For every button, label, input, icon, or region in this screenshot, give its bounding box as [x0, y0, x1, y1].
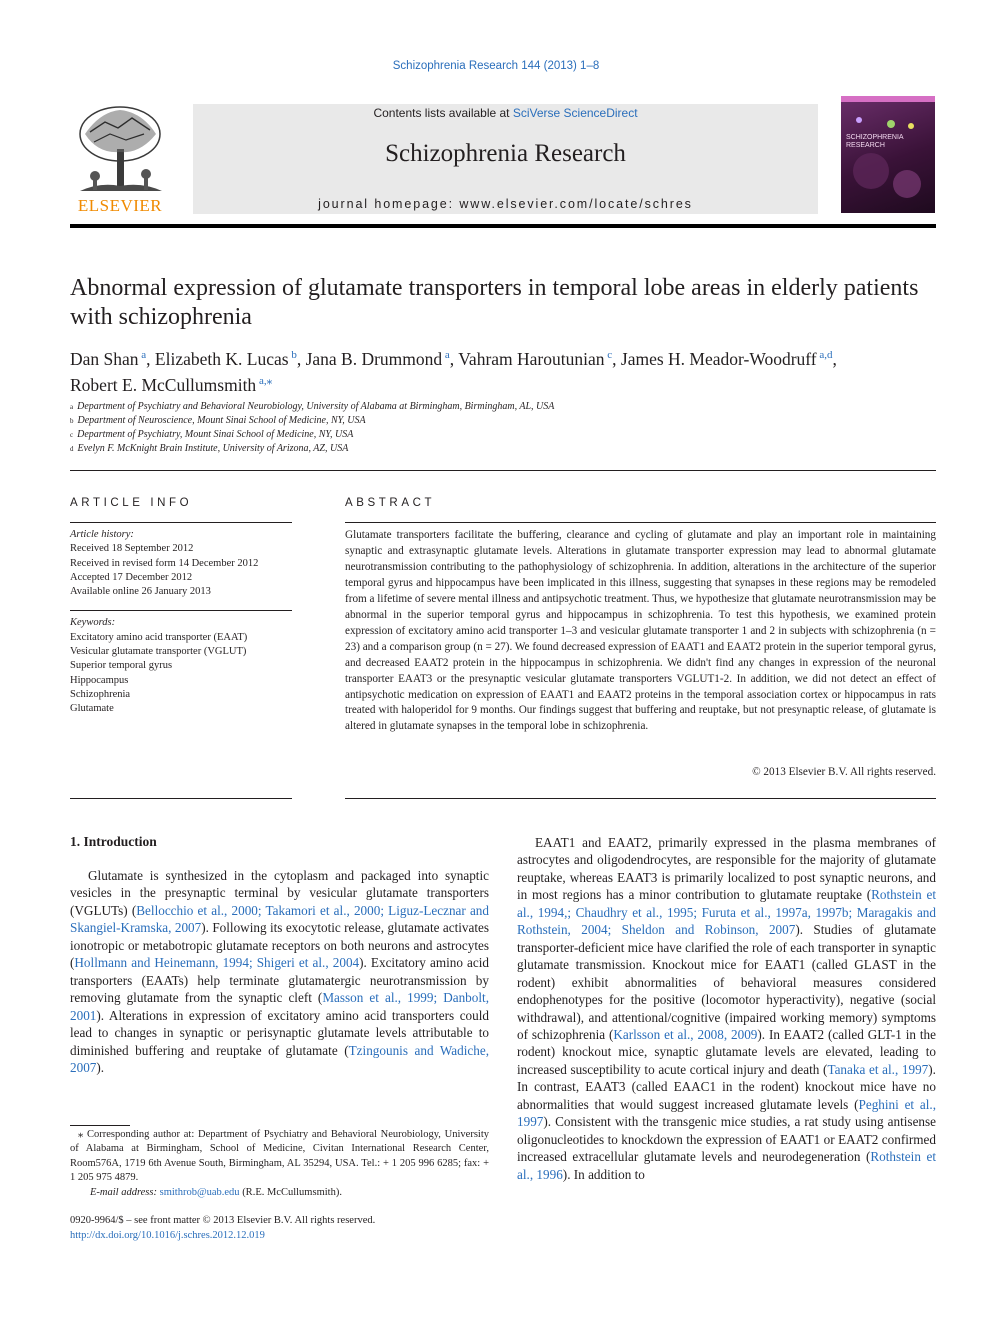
author-affiliation-marker[interactable]: a	[442, 349, 450, 361]
article-info	[70, 528, 292, 717]
intro-right-column	[517, 834, 936, 1183]
author-name: Jana B. Drummond	[305, 348, 443, 369]
corresponding-author-text: ⁎ Corresponding author at: Department of Psychiatry and Behavioral Neurobiology, University of Alabama at Birmingham, School of Medicine, Civitan International Research Center, Room576A, 1719 6th Avenue South, Birmingham, AL 35294, USA. Tel.: + 1 205 996 6285; fax: + 1 205 975 4879.	[70, 1129, 489, 1184]
author-separator: ,	[296, 348, 306, 369]
affiliation	[70, 400, 936, 414]
citation-link[interactable]: Masson et al., 1999; Danbolt, 2001	[70, 990, 489, 1023]
intro-left-column	[70, 867, 489, 1076]
email-link[interactable]: smithrob@uab.edu	[159, 1186, 240, 1198]
keyword: Glutamate	[70, 703, 114, 715]
keyword: Hippocampus	[70, 674, 129, 686]
author-name: Dan Shan	[70, 348, 139, 369]
contents-prefix: Contents lists available at	[373, 106, 513, 120]
doi-link[interactable]: http://dx.doi.org/10.1016/j.schres.2012.12.019	[70, 1229, 265, 1241]
affiliation-marker: c	[70, 431, 74, 439]
affiliation-text: Department of Neuroscience, Mount Sinai School of Medicine, NY, USA	[77, 415, 366, 426]
header-rule	[70, 224, 936, 228]
history-item: Received 18 September 2012	[70, 543, 194, 555]
contents-line	[193, 106, 818, 120]
text-run: ). Studies of glutamate transporter-deficient mice have clarified the role of each transporter in synaptic glutamate transmission. Knockout mice for EAAT1 (called GLAST in the rodent) exhibit abnormalities of behavioral measures considered endophenotypes for the positive (locomotor hyperactivity), negative (social withdrawal), and attentional/cognitive (impaired working memory) symptoms of schizophrenia (	[517, 922, 936, 1042]
journal-cover-image	[841, 96, 935, 213]
text-run: ). Excitatory amino acid transporters (EAATs) help terminate glutamatergic neurotransmission by removing glutamate from the synaptic cleft (	[70, 955, 489, 1006]
article-title: Abnormal expression of glutamate transporters in temporal lobe areas in elderly patients with schizophrenia	[70, 275, 919, 330]
cover-title: SCHIZOPHRENIA RESEARCH	[846, 134, 904, 149]
affiliation-marker: d	[70, 445, 74, 453]
issn-line: 0920-9964/$ – see front matter © 2013 Elsevier B.V. All rights reserved.	[70, 1215, 376, 1226]
text-run: ). In addition to	[562, 1166, 645, 1182]
email-label: E-mail address:	[90, 1186, 160, 1198]
affiliation-text: Evelyn F. McKnight Brain Institute, University of Arizona, AZ, USA	[77, 443, 349, 454]
divider	[70, 470, 936, 471]
citation-link[interactable]: Hollmann and Heinemann, 1994; Shigeri et al., 2004	[74, 955, 360, 971]
paragraph	[517, 834, 936, 1183]
author-affiliation-marker[interactable]: a,⁎	[256, 374, 273, 387]
affiliation-marker: b	[70, 417, 74, 425]
citation-link[interactable]: Tanaka et al., 1997	[827, 1061, 929, 1077]
author-name: Elizabeth K. Lucas	[154, 348, 289, 369]
affiliation-text: Department of Psychiatry and Behavioral Neurobiology, University of Alabama at Birmingham, Birmingham, AL, USA	[77, 401, 555, 412]
affiliation	[70, 442, 936, 456]
paragraph	[70, 867, 489, 1076]
text-run: ). In EAAT2 (called GLT-1 in the rodent) knockout mice, synaptic glutamate levels are elevated, leading to increased susceptibility to acute cortical injury and death (	[517, 1026, 936, 1077]
affiliation-marker: a	[70, 403, 74, 411]
divider	[70, 522, 292, 523]
copyright: © 2013 Elsevier B.V. All rights reserved.	[752, 766, 936, 778]
author-name: Vahram Haroutunian	[458, 348, 605, 369]
footnote-rule	[70, 1125, 130, 1126]
history-item: Received in revised form 14 December 2012	[70, 557, 259, 569]
history-item: Accepted 17 December 2012	[70, 571, 193, 583]
journal-reference-link[interactable]: Schizophrenia Research 144 (2013) 1–8	[392, 60, 600, 72]
author-separator: ,	[832, 348, 837, 369]
divider	[70, 610, 292, 611]
text-run: ). Alterations in expression of excitatory amino acid transporters could lead to changes in synaptic or perisynaptic glutamate levels attributable to diminished buffering and reuptake of glutamate (	[70, 1007, 489, 1058]
divider	[345, 522, 936, 523]
affiliations	[70, 400, 936, 456]
author-affiliation-marker[interactable]: c	[604, 349, 613, 361]
corresponding-author-footnote	[70, 1128, 489, 1200]
keyword: Excitatory amino acid transporter (EAAT)	[70, 631, 248, 643]
author-separator: ,	[146, 348, 155, 369]
journal-homepage[interactable]: journal homepage: www.elsevier.com/locate/schres	[318, 197, 693, 211]
text-run: EAAT1 and EAAT2, primarily expressed in the plasma membranes of astrocytes and oligodendrocytes, are responsible for the majority of glutamate reuptake, whereas EAAT3 is primarily localized to post synaptic neurons, and in most regions has a minor contribution to glutamate reuptake (	[517, 835, 936, 903]
history-item: Available online 26 January 2013	[70, 586, 211, 598]
citation-link[interactable]: Rothstein et al., 1996	[517, 1149, 936, 1182]
keyword: Vesicular glutamate transporter (VGLUT)	[70, 646, 247, 658]
history-label: Article history:	[70, 529, 134, 540]
author-separator: ,	[449, 348, 459, 369]
text-run: ). Following its exocytotic release, glutamate activates ionotropic or metabotropic glutamate receptors on both neurons and astrocytes (	[70, 920, 489, 971]
text-run: ). Consistent with the transgenic mice studies, a rat study using antisense oligonucleotides to knockdown the expression of EAAT1 or EAAT2 confirmed increased extracellular glutamate levels and neurodegeneration (	[517, 1114, 936, 1165]
divider	[345, 798, 936, 799]
affiliation	[70, 414, 936, 428]
author-name: Robert E. McCullumsmith	[70, 374, 257, 395]
citation-link[interactable]: Tzingounis and Wadiche, 2007	[70, 1042, 489, 1075]
author-affiliation-marker[interactable]: b	[288, 349, 297, 361]
divider	[70, 798, 292, 799]
text-run: ).	[96, 1059, 105, 1075]
front-matter-meta	[70, 1214, 489, 1243]
sciencedirect-link[interactable]: SciVerse ScienceDirect	[512, 106, 638, 120]
keywords-list	[70, 631, 292, 717]
author-affiliation-marker[interactable]: a,d	[816, 349, 833, 361]
citation-link[interactable]: Karlsson et al., 2008, 2009	[613, 1026, 758, 1042]
text-run: Glutamate is synthesized in the cytoplasm and packaged into synaptic vesicles in the presynaptic terminal by vesicular glutamate transporters (VGLUTs) (	[70, 868, 489, 918]
email-suffix: (R.E. McCullumsmith).	[239, 1186, 342, 1198]
publisher-name: ELSEVIER	[77, 196, 163, 215]
keyword: Schizophrenia	[70, 688, 131, 700]
author-affiliation-marker[interactable]: a	[138, 349, 147, 361]
section-heading-introduction: 1. Introduction	[70, 834, 157, 849]
author-name: James H. Meador-Woodruff	[620, 348, 817, 369]
article-info-heading: ARTICLE INFO	[70, 497, 193, 509]
keyword: Superior temporal gyrus	[70, 660, 173, 672]
citation-link[interactable]: Bellocchio et al., 2000; Takamori et al., 2000; Liguz-Lecznar and Skangiel-Kramska, 2007	[70, 902, 489, 936]
citation-link[interactable]: Peghini et al., 1997	[517, 1096, 936, 1130]
abstract-heading: ABSTRACT	[345, 497, 436, 509]
keywords-label: Keywords:	[70, 617, 116, 629]
abstract-text: Glutamate transporters facilitate the buffering, clearance and cycling of glutamate and play an important role in maintaining synaptic and extrasynaptic glutamate levels. Alterations in glutamate transporter expression may lead to abnormal glutamate neurotransmission contributing to the pathophysiology of schizophrenia. In addition, alterations in the architecture of the superior temporal gyrus and hippocampus have been implicated in this illness, suggesting that synapses in these regions may be remodeled from a lifetime of severe mental illness and antipsychotic treatment. Thus, we hypothesize that glutamate neurotransmission may be abnormal in the superior temporal gyrus and hippocampus in schizophrenia. To test this hypothesis, we examined protein expression of excitatory amino acid transporter 1–3 and vesicular glutamate transporter 1 and 2 in subjects with schizophrenia (n = 23) and a comparison group (n = 27). We found decreased expression of EAAT1 and EAAT2 protein in the superior temporal gyrus, and decreased EAAT2 protein in the hippocampus in schizophrenia. We didn't find any changes in expression of the neuronal transporter EAAT3 or the presynaptic vesicular glutamate transporters VGLUT1-2. In addition, we did not detect an effect of antipsychotic medication on expression of EAAT1 and EAAT2 proteins in the temporal association cortex or hippocampus in rats treated with haloperidol for 9 months. Our findings suggest that buffering and reuptake, but not presynaptic release, of glutamate is altered in glutamate synapses in the temporal lobe in schizophrenia.	[345, 529, 937, 733]
citation-link[interactable]: Rothstein et al., 1994,; Chaudhry et al., 1995; Furuta et al., 1997a, 1997b; Maragakis and Rothstein, 2004; Sheldon and Robinson, 2007	[517, 887, 936, 938]
affiliation	[70, 428, 936, 442]
affiliation-text: Department of Psychiatry, Mount Sinai School of Medicine, NY, USA	[77, 429, 354, 440]
history-list	[70, 542, 292, 599]
author-separator: ,	[612, 348, 621, 369]
author-list	[70, 344, 936, 396]
text-run: ). In contrast, EAAT3 (called EAAC1 in the rodent) knockout mice have no abnormalities that would suggest increased glutamate levels (	[517, 1061, 936, 1112]
journal-title: Schizophrenia Research	[385, 140, 626, 167]
